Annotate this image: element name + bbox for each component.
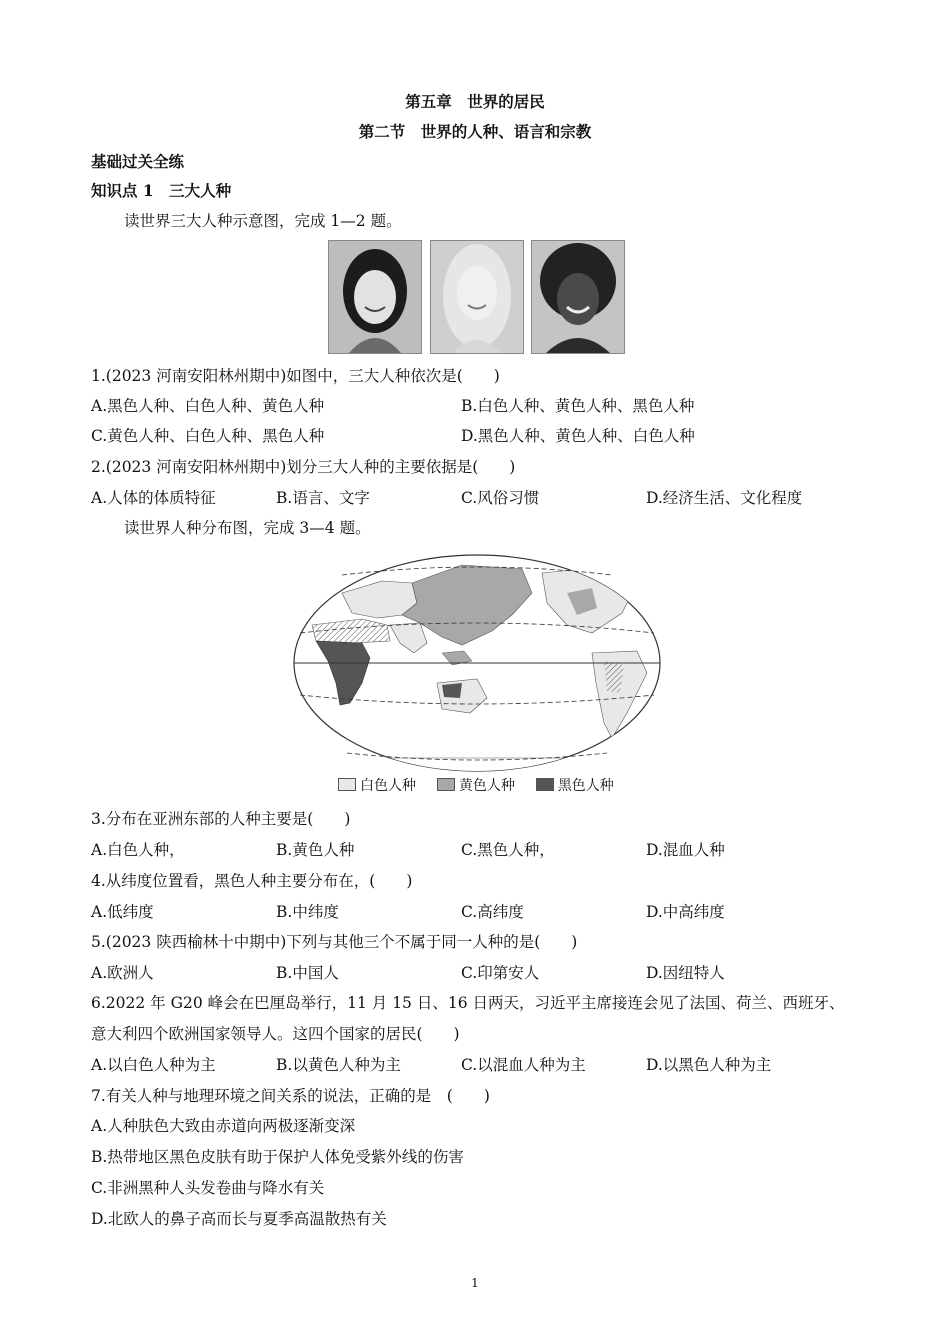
question-3-option-c: C.黑色人种， [461, 841, 555, 859]
legend-swatch-white [338, 778, 356, 791]
question-2-option-d: D.经济生活、文化程度 [646, 489, 803, 507]
question-2-option-c: C.风俗习惯 [461, 489, 540, 507]
page-number: 1 [471, 1276, 479, 1290]
intro-text-2: 读世界人种分布图，完成 3—4 题。 [124, 519, 371, 537]
portrait-black-race [531, 240, 625, 354]
question-6-stem-line-1: 6.2022 年 G20 峰会在巴厘岛举行，11 月 15 日、16 日两天，习近平主席接连会见了法国、荷兰、西班牙、 [91, 994, 845, 1012]
question-4-stem: 4.从纬度位置看，黑色人种主要分布在，( ) [91, 872, 413, 890]
practice-heading: 基础过关全练 [91, 152, 185, 171]
question-6-option-d: D.以黑色人种为主 [646, 1056, 772, 1074]
legend-label-black: 黑色人种 [557, 778, 614, 794]
question-7-option-b: B.热带地区黑色皮肤有助于保护人体免受紫外线的伤害 [91, 1148, 464, 1166]
question-6-option-c: C.以混血人种为主 [461, 1056, 586, 1074]
legend-swatch-black [536, 778, 554, 791]
question-4-option-c: C.高纬度 [461, 903, 524, 921]
question-3-stem: 3.分布在亚洲东部的人种主要是( ) [91, 810, 351, 828]
knowledge-point-heading: 知识点 1 三大人种 [91, 181, 232, 200]
question-1-stem: 1.(2023 河南安阳林州期中)如图中，三大人种依次是( ) [91, 367, 500, 385]
intro-text-1: 读世界三大人种示意图，完成 1—2 题。 [124, 212, 402, 230]
question-1-option-a: A.黑色人种、白色人种、黄色人种 [91, 397, 325, 415]
world-race-distribution-map [292, 553, 662, 773]
question-6-option-b: B.以黄色人种为主 [276, 1056, 401, 1074]
question-7-option-d: D.北欧人的鼻子高而长与夏季高温散热有关 [91, 1210, 387, 1228]
question-5-option-a: A.欧洲人 [91, 964, 154, 982]
question-2-option-a: A.人体的体质特征 [91, 489, 216, 507]
question-1-option-b: B.白色人种、黄色人种、黑色人种 [461, 397, 695, 415]
question-6-stem-line-2: 意大利四个欧洲国家领导人。这四个国家的居民( ) [91, 1025, 460, 1043]
portrait-white-race [430, 240, 524, 354]
question-5-option-b: B.中国人 [276, 964, 339, 982]
question-7-stem: 7.有关人种与地理环境之间关系的说法，正确的是 ( ) [91, 1087, 490, 1105]
section-title: 第二节 世界的人种、语言和宗教 [358, 122, 592, 141]
question-3-option-a: A.白色人种， [91, 841, 185, 859]
question-7-option-c: C.非洲黑种人头发卷曲与降水有关 [91, 1179, 325, 1197]
question-4-option-a: A.低纬度 [91, 903, 154, 921]
question-7-option-a: A.人种肤色大致由赤道向两极逐渐变深 [91, 1117, 356, 1135]
question-5-option-c: C.印第安人 [461, 964, 540, 982]
chapter-title: 第五章 世界的居民 [405, 92, 545, 111]
question-5-stem: 5.(2023 陕西榆林十中期中)下列与其他三个不属于同一人种的是( ) [91, 933, 578, 951]
question-6-option-a: A.以白色人种为主 [91, 1056, 216, 1074]
question-2-option-b: B.语言、文字 [276, 489, 370, 507]
question-4-option-b: B.中纬度 [276, 903, 339, 921]
legend-swatch-yellow [437, 778, 455, 791]
question-1-option-d: D.黑色人种、黄色人种、白色人种 [461, 427, 695, 445]
question-3-option-b: B.黄色人种 [276, 841, 355, 859]
legend-label-white: 白色人种 [360, 778, 416, 794]
question-2-stem: 2.(2023 河南安阳林州期中)划分三大人种的主要依据是( ) [91, 458, 516, 476]
question-1-option-c: C.黄色人种、白色人种、黑色人种 [91, 427, 325, 445]
question-4-option-d: D.中高纬度 [646, 903, 725, 921]
portrait-yellow-race [328, 240, 422, 354]
map-legend [338, 777, 614, 795]
legend-label-yellow: 黄色人种 [458, 778, 515, 794]
question-5-option-d: D.因纽特人 [646, 964, 725, 982]
question-3-option-d: D.混血人种 [646, 841, 725, 859]
